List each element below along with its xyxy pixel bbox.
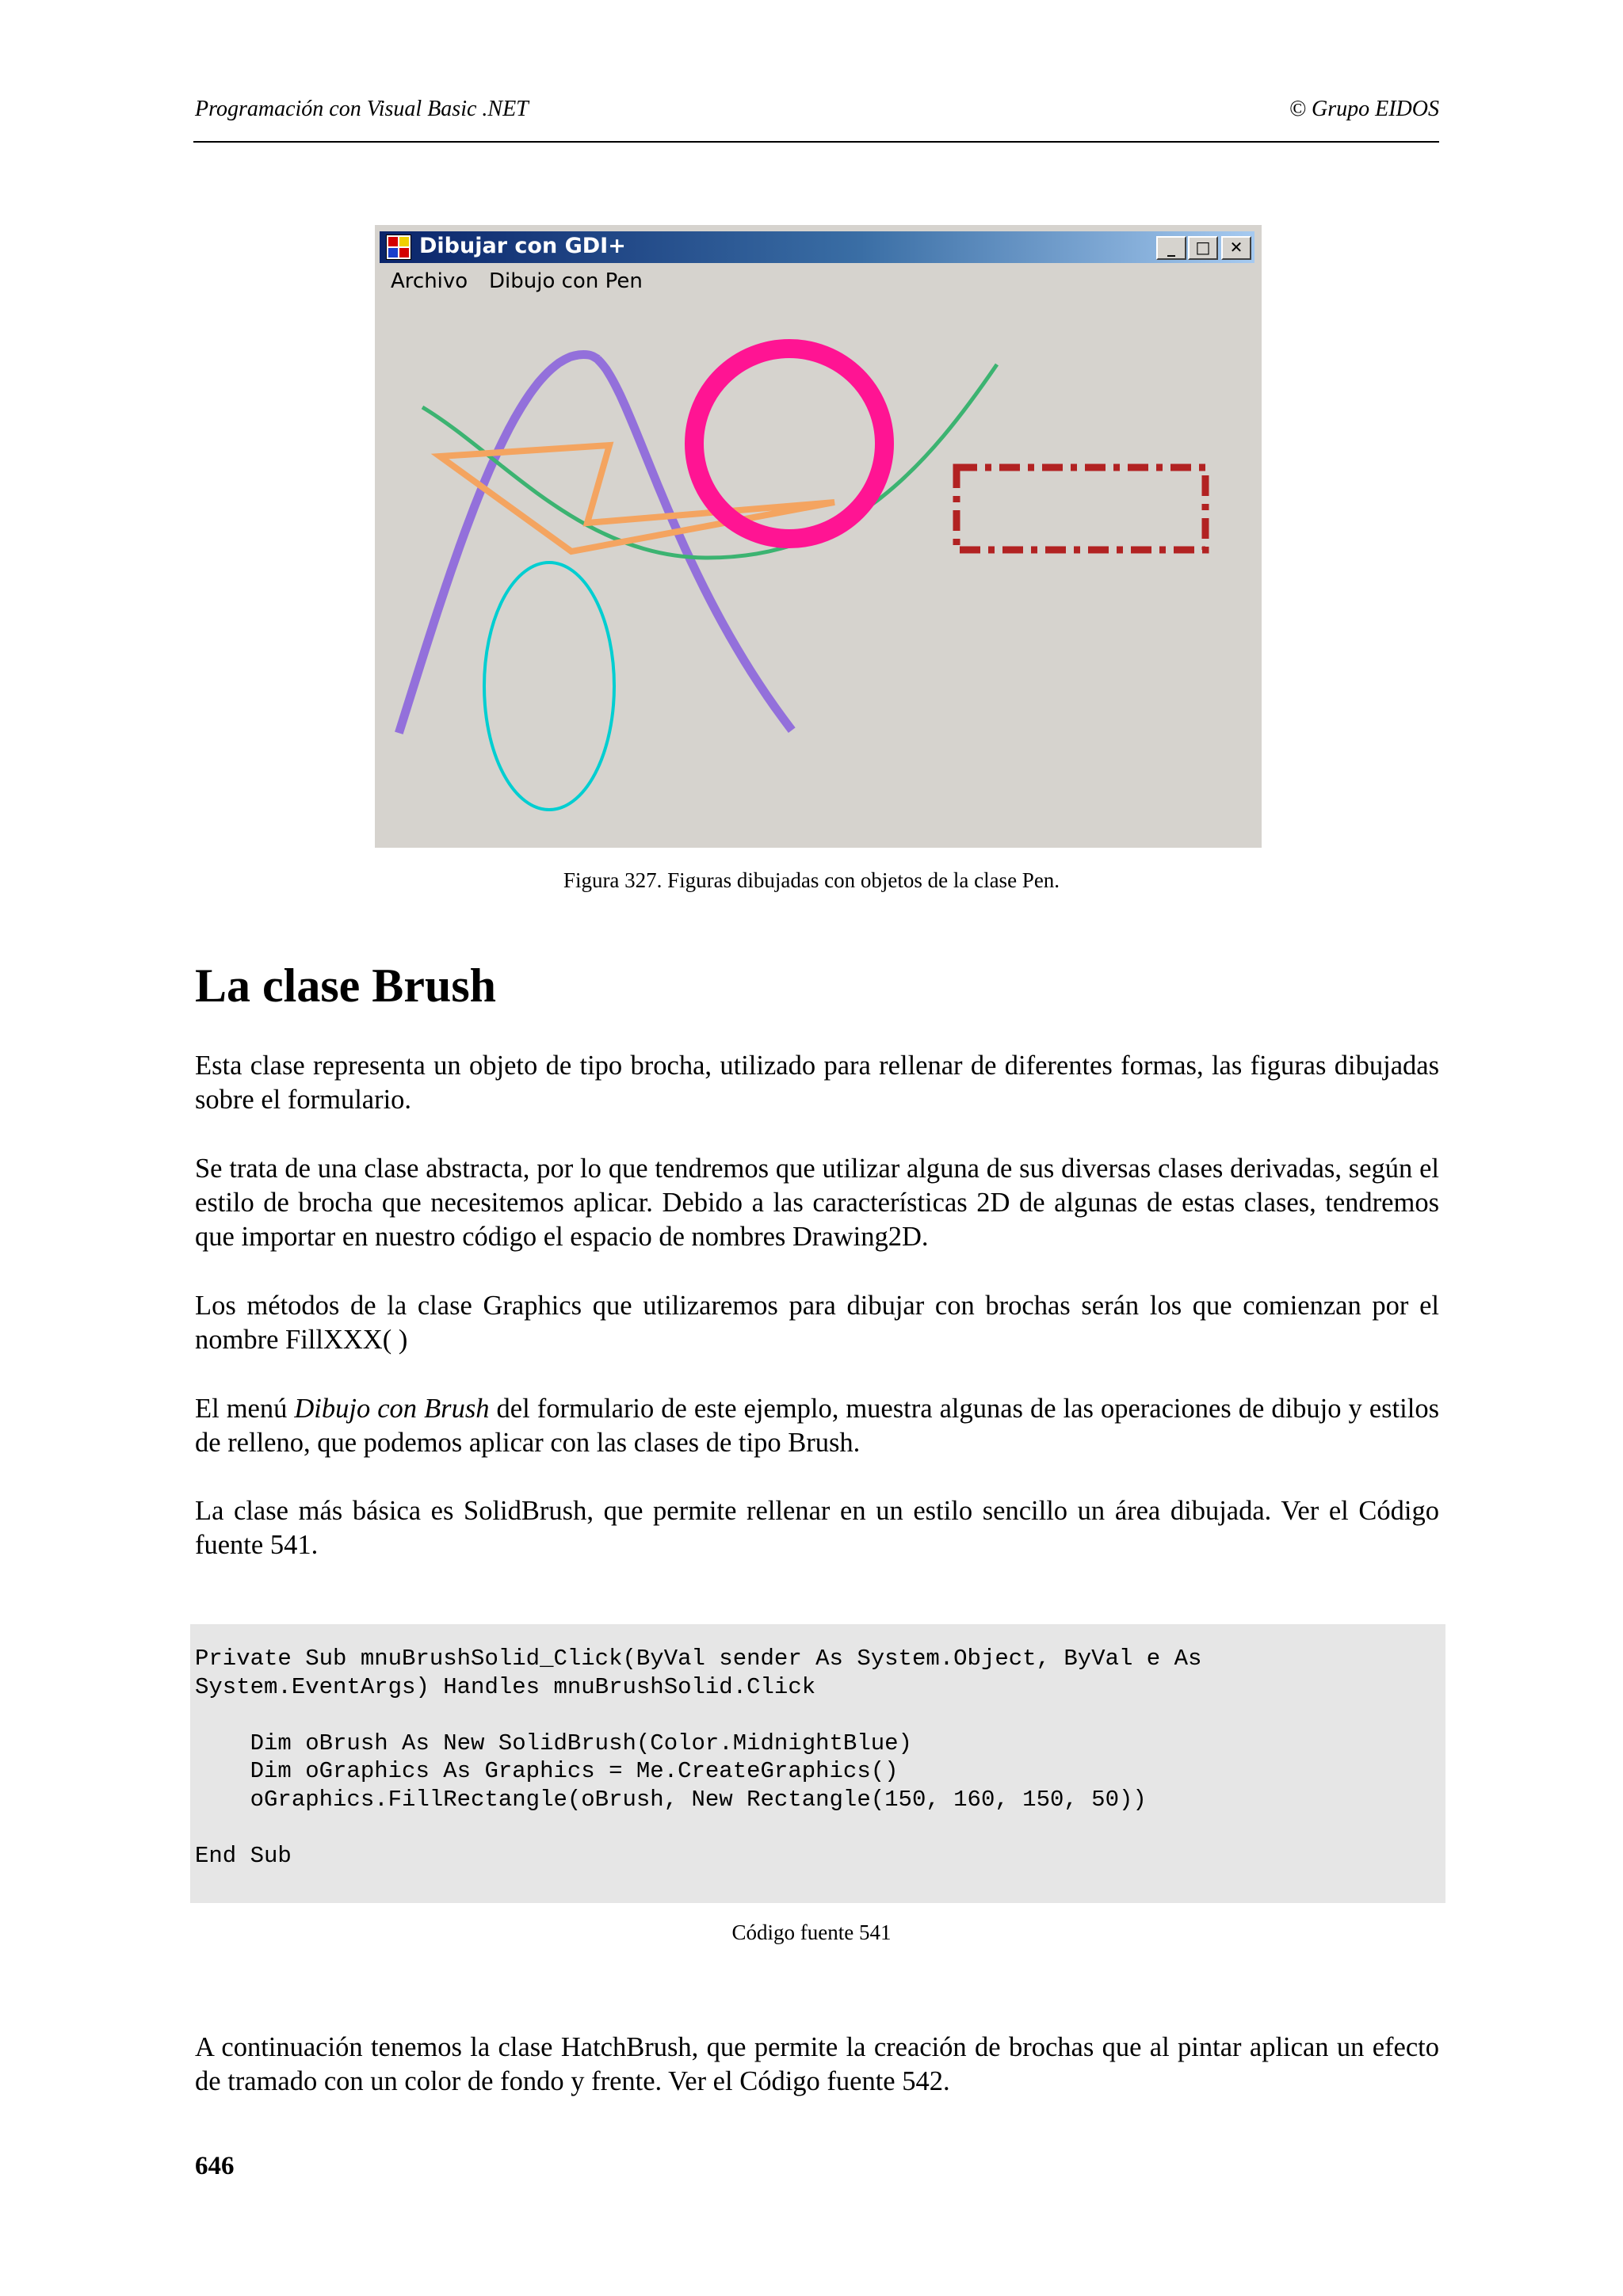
paragraph-2: Se trata de una clase abstracta, por lo que tendremos que utilizar alguna de sus diversas clases derivadas, según el estilo de brocha que necesitemos aplicar. Debido a las características 2D de algunas de estas clases, tendremos que importar en nuestro código el espacio de nombres Drawing2D. <box>195 1154 1439 1252</box>
figure-screenshot-window <box>375 225 1262 848</box>
maximize-button[interactable]: □ <box>1188 236 1218 260</box>
paragraph-4-end: del formulario de este ejemplo, muestra algunas de las operaciones de dibujo y estilos de relleno, que podemos aplicar con las clases de tipo Brush. <box>195 1394 1439 1458</box>
window-menubar <box>375 266 1262 296</box>
page-number: 646 <box>195 2152 235 2180</box>
pen-drawing-canvas <box>375 225 1262 848</box>
cyan-ellipse <box>484 563 614 810</box>
paragraph-4 <box>195 1392 1439 1460</box>
code-text: Private Sub mnuBrushSolid_Click(ByVal sender As System.Object, ByVal e As System.EventArgs) Handles mnuBrushSolid.Click Dim oBrush As New SolidBrush(Color.MidnightBlue) Dim oGraphics As Graphics = Me.CreateGraphics() oGraphics.FillRectangle(oBrush, New Rectangle(150, 160, 150, 50)) End Sub <box>195 1646 1202 1869</box>
dotted-purple-curve <box>400 354 791 729</box>
figure-caption: Figura 327. Figuras dibujadas con objetos de la clase Pen. <box>563 868 1060 892</box>
paragraph-3: Los métodos de la clase Graphics que utilizaremos para dibujar con brochas serán los que comienzan por el nombre FillXXX( ) <box>195 1291 1439 1355</box>
app-icon <box>386 235 411 260</box>
close-button[interactable]: ✕ <box>1221 236 1251 260</box>
paragraph-5: La clase más básica es SolidBrush, que permite rellenar en un estilo sencillo un área dibujada. Ver el Código fuente 541. <box>195 1496 1439 1560</box>
code-caption: Código fuente 541 <box>731 1920 892 1944</box>
minimize-button[interactable]: _ <box>1156 236 1186 260</box>
window-title: Dibujar con GDI+ <box>419 234 626 258</box>
header-publisher: © Grupo EIDOS <box>1289 97 1439 121</box>
running-header <box>193 93 1439 143</box>
paragraph-6: A continuación tenemos la clase HatchBrush, que permite la creación de brochas que al pintar aplican un efecto de tramado con un color de fondo y frente. Ver el Código fuente 542. <box>195 2032 1439 2096</box>
section-title: La clase Brush <box>195 959 497 1012</box>
header-book-title: Programación con Visual Basic .NET <box>195 97 529 121</box>
menu-dibujo-con-pen[interactable]: Dibujo con Pen <box>489 269 643 293</box>
paragraph-1: Esta clase representa un objeto de tipo brocha, utilizado para rellenar de diferentes formas, las figuras dibujadas sobre el formulario. <box>195 1051 1439 1115</box>
window-titlebar[interactable] <box>380 231 1254 263</box>
paragraph-4-start: El menú <box>195 1394 295 1424</box>
code-listing <box>190 1624 1445 1903</box>
red-dashdot-rectangle <box>957 467 1205 550</box>
menu-name-italic: Dibujo con Brush <box>294 1394 490 1424</box>
menu-archivo[interactable]: Archivo <box>391 269 468 293</box>
